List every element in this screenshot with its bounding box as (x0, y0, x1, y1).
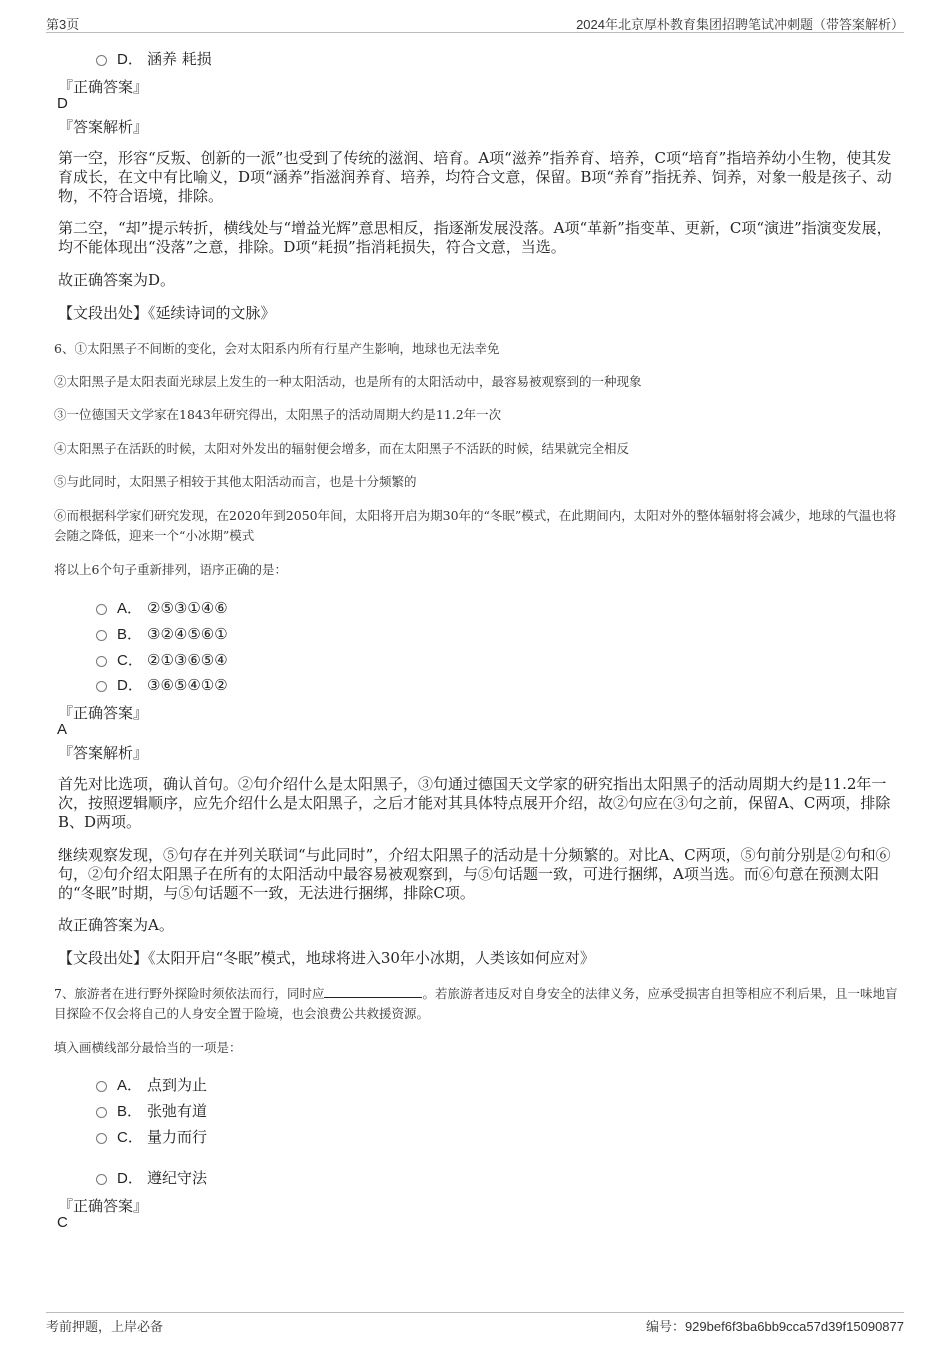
q6-sentence-5: ⑤与此同时，太阳黑子相较于其他太阳活动而言，也是十分频繁的 (54, 474, 417, 489)
q5-option-d[interactable]: D． 涵养 耗损 (96, 48, 212, 69)
footer-slogan: 考前押题，上岸必备 (46, 1319, 164, 1334)
radio-icon[interactable] (96, 1081, 107, 1092)
q7-answer-label: 『正确答案』 (58, 1197, 149, 1215)
q5-analysis-label: 『答案解析』 (58, 118, 149, 136)
q6-answer: A (57, 721, 68, 738)
q6-answer-label: 『正确答案』 (58, 704, 149, 722)
q5-source: 【文段出处】《延续诗词的文脉》 (58, 304, 276, 322)
q7-prompt: 填入画横线部分最恰当的一项是： (54, 1040, 242, 1055)
q5-answer: D (57, 95, 68, 112)
q6-analysis-p1: 首先对比选项，确认首句。②句介绍什么是太阳黑子，③句通过德国天文学家的研究指出太阳黑子的活动周期大约是11.2年一次，按照逻辑顺序，应先介绍什么是太阳黑子，之后才能对其具体特点展开介绍，故②句应在③句之前，保留A、C两项，排除B、D两项。 (58, 775, 891, 831)
q6-option-c[interactable]: C． ②①③⑥⑤④ (96, 649, 228, 670)
radio-icon[interactable] (96, 630, 107, 641)
radio-icon[interactable] (96, 55, 107, 66)
document-title: 2024年北京厚朴教育集团招聘笔试冲刺题（带答案解析） (576, 17, 904, 32)
q7-option-a[interactable]: A． 点到为止 (96, 1074, 207, 1095)
radio-icon[interactable] (96, 1174, 107, 1185)
q6-sentence-6: ⑥而根据科学家们研究发现，在2020年到2050年间，太阳将开启为期30年的“冬眠”模式，在此期间内，太阳对外的整体辐射将会减少，地球的气温也将会随之降低，迎来一个“小冰期”模式 (54, 508, 897, 543)
q6-sentence-3: ③一位德国天文学家在1843年研究得出，太阳黑子的活动周期大约是11.2年一次 (54, 407, 502, 422)
q6-analysis-p2: 继续观察发现，⑤句存在并列关联词“与此同时”，介绍太阳黑子的活动是十分频繁的。对比A、C两项，⑤句前分别是②句和⑥句，②句介绍太阳黑子在所有的太阳活动中最容易被观察到，与⑤句话题一致，可进行捆绑，A项当选。而⑥句意在预测太阳的“冬眠”时期，与⑤句话题不一致，无法进行捆绑，排除C项。 (58, 846, 891, 902)
q6-option-d[interactable]: D． ③⑥⑤④①② (96, 674, 228, 695)
q6-prompt: 将以上6个句子重新排列，语序正确的是： (54, 562, 287, 577)
q6-sentence-2: ②太阳黑子是太阳表面光球层上发生的一种太阳活动，也是所有的太阳活动中，最容易被观察到的一种现象 (54, 374, 642, 389)
answer-blank (324, 985, 422, 998)
page-footer (46, 1312, 904, 1335)
q7-stem: 7、旅游者在进行野外探险时须依法而行，同时应 。若旅游者违反对自身安全的法律义务，应承受损害自担等相应不利后果，且一味地盲目探险不仅会将自己的人身安全置于险境，也会浪费公共救援资源。 (54, 986, 898, 1021)
radio-icon[interactable] (96, 1133, 107, 1144)
q6-source: 【文段出处】《太阳开启“冬眠”模式，地球将进入30年小冰期，人类该如何应对》 (58, 949, 595, 967)
q5-analysis-p3: 故正确答案为D。 (58, 271, 176, 289)
q6-analysis-p3: 故正确答案为A。 (58, 916, 174, 934)
q7-option-d[interactable]: D． 遵纪守法 (96, 1167, 207, 1188)
radio-icon[interactable] (96, 681, 107, 692)
q6-sentence-4: ④太阳黑子在活跃的时候，太阳对外发出的辐射便会增多，而在太阳黑子不活跃的时候，结果就完全相反 (54, 441, 630, 456)
q5-answer-label: 『正确答案』 (58, 78, 149, 96)
document-id: 编号：929bef6f3ba6bb9cca57d39f15090877 (645, 1319, 904, 1334)
page-number: 第3页 (46, 17, 80, 32)
radio-icon[interactable] (96, 1107, 107, 1118)
q6-analysis-label: 『答案解析』 (58, 744, 149, 762)
q5-analysis-p2: 第二空，“却”提示转折，横线处与“增益光辉”意思相反，指逐渐发展没落。A项“革新”指变革、更新，C项“演进”指演变发展，均不能体现出“没落”之意，排除。D项“耗损”指消耗损失，符合文意，当选。 (58, 219, 892, 256)
q6-sentence-1: 6、①太阳黑子不间断的变化，会对太阳系内所有行星产生影响，地球也无法幸免 (54, 341, 500, 356)
q7-answer: C (57, 1214, 68, 1231)
q7-option-c[interactable]: C． 量力而行 (96, 1126, 207, 1147)
q7-option-b[interactable]: B． 张弛有道 (96, 1100, 207, 1121)
q6-option-a[interactable]: A． ②⑤③①④⑥ (96, 597, 228, 618)
radio-icon[interactable] (96, 656, 107, 667)
q5-analysis-p1: 第一空，形容“反叛、创新的一派”也受到了传统的滋润、培育。A项“滋养”指养育、培养，C项“培育”指培养幼小生物，使其发育成长，在文中有比喻义，D项“涵养”指滋润养育、培养，均符合文意，保留。B项“养育”指抚养、饲养，对象一般是孩子、动物，不符合语境，排除。 (58, 149, 892, 205)
radio-icon[interactable] (96, 604, 107, 615)
q6-option-b[interactable]: B． ③②④⑤⑥① (96, 623, 228, 644)
page-header (46, 14, 904, 33)
